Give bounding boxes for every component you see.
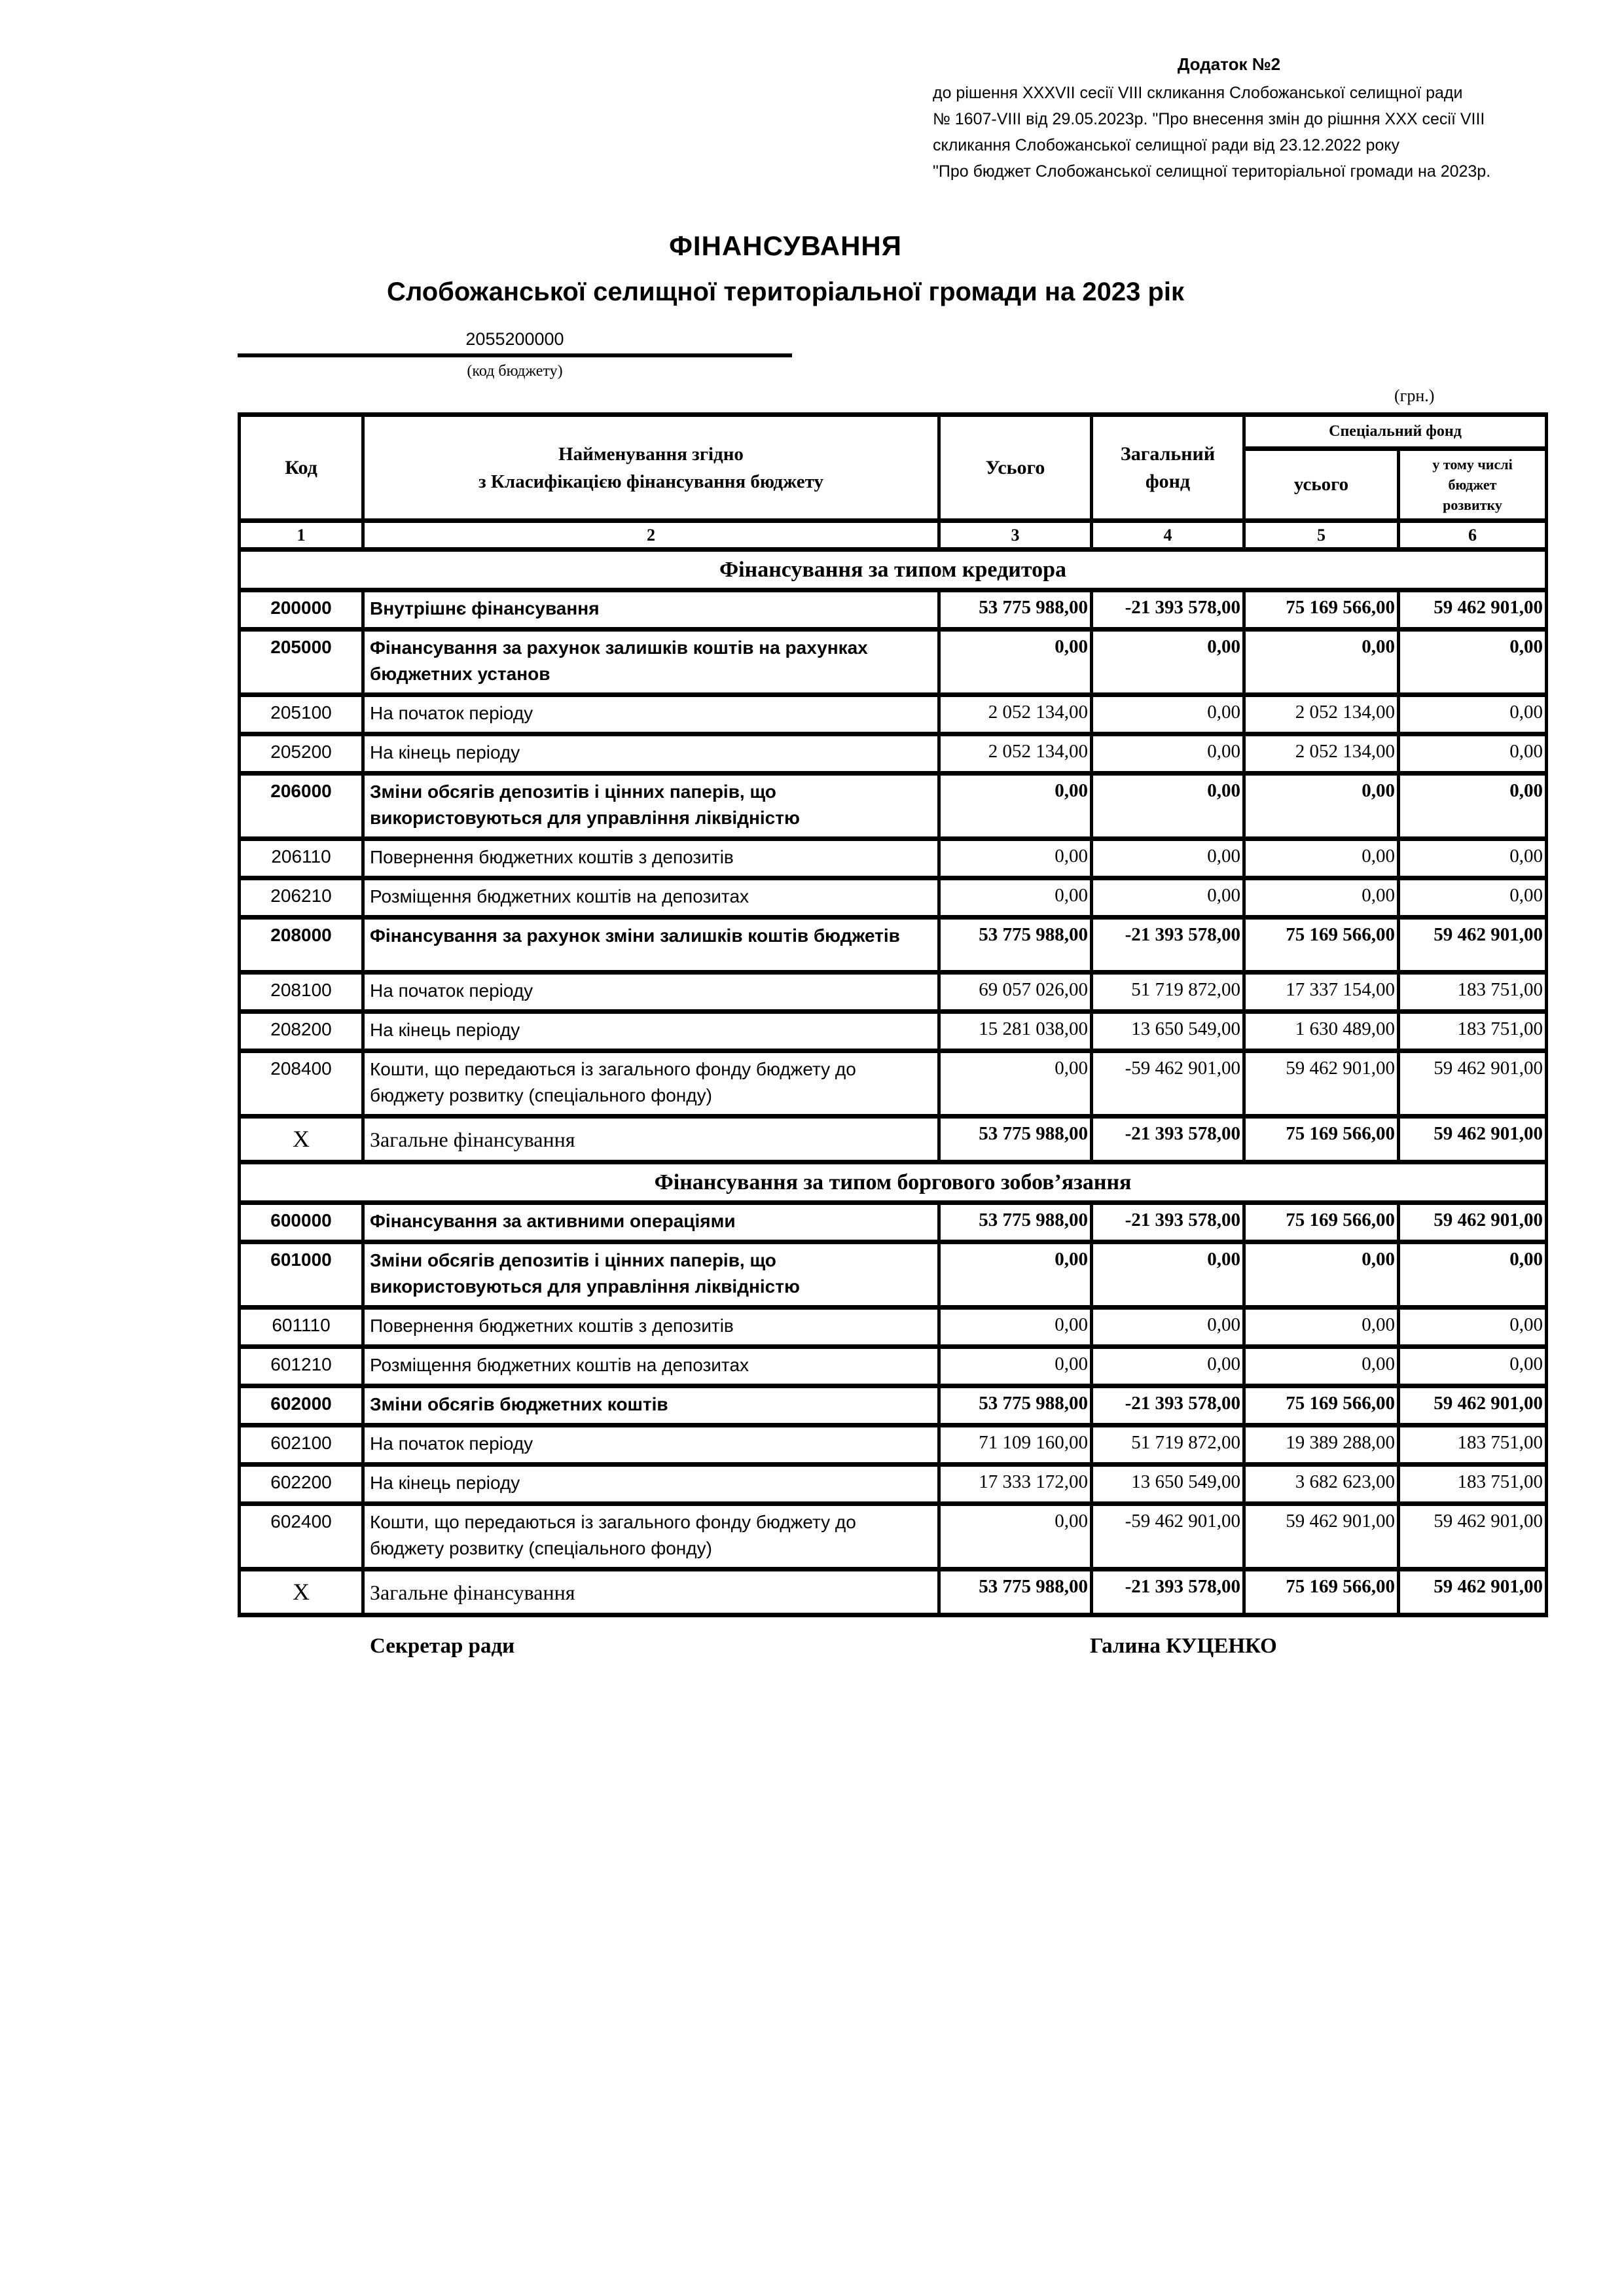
value-total: 53 775 988,00 — [939, 1117, 1092, 1162]
value-general-fund: -21 393 578,00 — [1092, 1570, 1244, 1615]
budget-code-caption: (код бюджету) — [467, 363, 563, 380]
row-code: 602100 — [240, 1426, 363, 1465]
financing-table-header — [240, 415, 1547, 550]
value-total: 0,00 — [939, 878, 1092, 918]
row-code: Х — [240, 1117, 363, 1162]
appendix-line-1: до рішення XXXVII сесії VIII скликання Слобожанської селищної ради — [933, 84, 1463, 102]
col-number-3: 3 — [939, 521, 1092, 550]
value-total: 53 775 988,00 — [939, 1386, 1092, 1426]
row-code: Х — [240, 1570, 363, 1615]
row-name: Кошти, що передаються із загального фонду бюджету до бюджету розвитку (спеціального фонду) — [363, 1504, 939, 1570]
row-code: 208000 — [240, 918, 363, 973]
value-general-fund: -21 393 578,00 — [1092, 918, 1244, 973]
document-subtitle: Слобожанської селищної територіальної громади на 2023 рік — [386, 278, 1185, 306]
row-name: Загальне фінансування — [363, 1570, 939, 1615]
row-name: Розміщення бюджетних коштів на депозитах — [363, 878, 939, 918]
value-dev-budget: 59 462 901,00 — [1399, 1117, 1547, 1162]
value-total: 17 333 172,00 — [939, 1465, 1092, 1504]
value-general-fund: -21 393 578,00 — [1092, 1117, 1244, 1162]
row-name: Зміни обсягів депозитів і цінних паперів, що використовуються для управління ліквідністю — [363, 774, 939, 839]
finance-row-602100 — [240, 1426, 1547, 1465]
finance-row-602000 — [240, 1386, 1547, 1426]
appendix-title: Додаток №2 — [1177, 54, 1281, 74]
value-general-fund: -21 393 578,00 — [1092, 590, 1244, 630]
value-special-total: 19 389 288,00 — [1244, 1426, 1399, 1465]
col-header-code: Код — [240, 415, 363, 521]
value-dev-budget: 0,00 — [1399, 1347, 1547, 1386]
value-general-fund: -59 462 901,00 — [1092, 1051, 1244, 1117]
col-header-dev-line2: бюджет — [1448, 476, 1497, 493]
appendix-note — [933, 51, 1525, 185]
row-code: 208400 — [240, 1051, 363, 1117]
value-total: 0,00 — [939, 1051, 1092, 1117]
row-name: Повернення бюджетних коштів з депозитів — [363, 839, 939, 878]
value-special-total: 1 630 489,00 — [1244, 1012, 1399, 1051]
finance-row-206000 — [240, 774, 1547, 839]
col-header-general-fund — [1092, 415, 1244, 521]
value-general-fund: 0,00 — [1092, 1242, 1244, 1308]
col-number-5: 5 — [1244, 521, 1399, 550]
row-code: 601000 — [240, 1242, 363, 1308]
col-header-general-line1: Загальний — [1120, 442, 1216, 465]
finance-row-208100 — [240, 973, 1547, 1012]
value-dev-budget: 183 751,00 — [1399, 973, 1547, 1012]
value-special-total: 75 169 566,00 — [1244, 590, 1399, 630]
finance-row-601110 — [240, 1308, 1547, 1347]
finance-row-205000 — [240, 630, 1547, 695]
row-name: Зміни обсягів бюджетних коштів — [363, 1386, 939, 1426]
value-dev-budget: 0,00 — [1399, 878, 1547, 918]
row-name: Фінансування за рахунок зміни залишків коштів бюджетів — [363, 918, 939, 973]
finance-row-205100 — [240, 695, 1547, 734]
row-name: Кошти, що передаються із загального фонду бюджету до бюджету розвитку (спеціального фонду) — [363, 1051, 939, 1117]
row-name: Зміни обсягів депозитів і цінних паперів, що використовуються для управління ліквідністю — [363, 1242, 939, 1308]
value-special-total: 75 169 566,00 — [1244, 918, 1399, 973]
value-general-fund: 0,00 — [1092, 878, 1244, 918]
col-number-1: 1 — [240, 521, 363, 550]
value-special-total: 75 169 566,00 — [1244, 1117, 1399, 1162]
value-dev-budget: 0,00 — [1399, 630, 1547, 695]
value-dev-budget: 59 462 901,00 — [1399, 1051, 1547, 1117]
col-number-2: 2 — [363, 521, 939, 550]
value-total: 0,00 — [939, 774, 1092, 839]
row-code: 205200 — [240, 734, 363, 774]
finance-row-602400 — [240, 1504, 1547, 1570]
title-block — [157, 230, 1414, 307]
value-total: 53 775 988,00 — [939, 590, 1092, 630]
col-header-general-line2: фонд — [1145, 470, 1191, 492]
row-code: 205100 — [240, 695, 363, 734]
value-special-total: 2 052 134,00 — [1244, 734, 1399, 774]
row-name: Загальне фінансування — [363, 1117, 939, 1162]
signature-title: Секретар ради — [370, 1634, 515, 1658]
budget-code-value: 2055200000 — [465, 329, 564, 349]
row-name: На кінець періоду — [363, 1012, 939, 1051]
value-total: 0,00 — [939, 1347, 1092, 1386]
section-header-label: Фінансування за типом боргового зобов’язання — [240, 1162, 1547, 1203]
budget-code-block — [238, 329, 792, 380]
value-total: 53 775 988,00 — [939, 1203, 1092, 1242]
value-total: 0,00 — [939, 1504, 1092, 1570]
currency-unit-note: (грн.) — [1394, 386, 1435, 405]
finance-row-200000 — [240, 590, 1547, 630]
finance-row-600000 — [240, 1203, 1547, 1242]
row-name: На початок періоду — [363, 695, 939, 734]
finance-row-Х — [240, 1570, 1547, 1615]
appendix-line-2: № 1607-VIII від 29.05.2023р. "Про внесення змін до рішння XXX сесії VIII — [933, 110, 1485, 128]
value-total: 53 775 988,00 — [939, 1570, 1092, 1615]
value-special-total: 0,00 — [1244, 878, 1399, 918]
value-special-total: 75 169 566,00 — [1244, 1203, 1399, 1242]
row-code: 206210 — [240, 878, 363, 918]
value-general-fund: 13 650 549,00 — [1092, 1465, 1244, 1504]
value-special-total: 59 462 901,00 — [1244, 1504, 1399, 1570]
value-dev-budget: 59 462 901,00 — [1399, 918, 1547, 973]
col-header-name-line2: з Класифікацією фінансування бюджету — [478, 471, 823, 492]
col-number-6: 6 — [1399, 521, 1547, 550]
row-code: 602200 — [240, 1465, 363, 1504]
value-dev-budget: 183 751,00 — [1399, 1426, 1547, 1465]
value-special-total: 0,00 — [1244, 1242, 1399, 1308]
row-code: 200000 — [240, 590, 363, 630]
financing-table — [238, 412, 1548, 1617]
row-code: 601210 — [240, 1347, 363, 1386]
finance-row-206210 — [240, 878, 1547, 918]
row-code: 602000 — [240, 1386, 363, 1426]
value-total: 0,00 — [939, 1242, 1092, 1308]
col-header-special-fund: Спеціальний фонд — [1244, 415, 1547, 449]
section-header-row — [240, 1162, 1547, 1203]
value-total: 2 052 134,00 — [939, 695, 1092, 734]
finance-row-602200 — [240, 1465, 1547, 1504]
row-name: Повернення бюджетних коштів з депозитів — [363, 1308, 939, 1347]
value-dev-budget: 0,00 — [1399, 1242, 1547, 1308]
value-total: 0,00 — [939, 630, 1092, 695]
value-total: 15 281 038,00 — [939, 1012, 1092, 1051]
value-total: 53 775 988,00 — [939, 918, 1092, 973]
row-code: 206000 — [240, 774, 363, 839]
finance-row-601000 — [240, 1242, 1547, 1308]
value-general-fund: 51 719 872,00 — [1092, 1426, 1244, 1465]
value-dev-budget: 0,00 — [1399, 695, 1547, 734]
col-number-4: 4 — [1092, 521, 1244, 550]
row-code: 208200 — [240, 1012, 363, 1051]
row-code: 206110 — [240, 839, 363, 878]
value-special-total: 75 169 566,00 — [1244, 1570, 1399, 1615]
row-name: На початок періоду — [363, 973, 939, 1012]
finance-row-206110 — [240, 839, 1547, 878]
finance-row-208200 — [240, 1012, 1547, 1051]
row-name: На кінець періоду — [363, 1465, 939, 1504]
value-dev-budget: 183 751,00 — [1399, 1465, 1547, 1504]
value-special-total: 0,00 — [1244, 1347, 1399, 1386]
value-total: 71 109 160,00 — [939, 1426, 1092, 1465]
value-special-total: 3 682 623,00 — [1244, 1465, 1399, 1504]
value-dev-budget: 0,00 — [1399, 734, 1547, 774]
value-dev-budget: 59 462 901,00 — [1399, 1504, 1547, 1570]
finance-row-208000 — [240, 918, 1547, 973]
col-header-dev-line1: у тому числі — [1432, 456, 1513, 473]
value-special-total: 2 052 134,00 — [1244, 695, 1399, 734]
value-special-total: 75 169 566,00 — [1244, 1386, 1399, 1426]
value-special-total: 59 462 901,00 — [1244, 1051, 1399, 1117]
value-general-fund: -59 462 901,00 — [1092, 1504, 1244, 1570]
header-row-numbers — [240, 521, 1547, 550]
row-code: 601110 — [240, 1308, 363, 1347]
row-name: На початок періоду — [363, 1426, 939, 1465]
value-special-total: 0,00 — [1244, 839, 1399, 878]
row-code: 208100 — [240, 973, 363, 1012]
value-general-fund: -21 393 578,00 — [1092, 1203, 1244, 1242]
value-dev-budget: 183 751,00 — [1399, 1012, 1547, 1051]
row-name: Фінансування за активними операціями — [363, 1203, 939, 1242]
value-dev-budget: 59 462 901,00 — [1399, 1386, 1547, 1426]
row-code: 602400 — [240, 1504, 363, 1570]
appendix-line-4: "Про бюджет Слобожанської селищної територіальної громади на 2023р. — [933, 162, 1491, 181]
value-total: 0,00 — [939, 839, 1092, 878]
row-name: Внутрішнє фінансування — [363, 590, 939, 630]
value-general-fund: 0,00 — [1092, 774, 1244, 839]
col-header-total: Усього — [939, 415, 1092, 521]
col-header-name — [363, 415, 939, 521]
budget-code-underline — [238, 353, 792, 357]
row-code: 600000 — [240, 1203, 363, 1242]
value-special-total: 0,00 — [1244, 774, 1399, 839]
value-total: 2 052 134,00 — [939, 734, 1092, 774]
value-general-fund: 0,00 — [1092, 695, 1244, 734]
col-header-name-line1: Найменування згідно — [558, 443, 744, 465]
value-dev-budget: 0,00 — [1399, 839, 1547, 878]
row-name: Фінансування за рахунок залишків коштів на рахунках бюджетних установ — [363, 630, 939, 695]
financing-table-body — [240, 550, 1547, 1615]
value-total: 0,00 — [939, 1308, 1092, 1347]
value-general-fund: 0,00 — [1092, 839, 1244, 878]
finance-row-Х — [240, 1117, 1547, 1162]
finance-row-601210 — [240, 1347, 1547, 1386]
row-code: 205000 — [240, 630, 363, 695]
value-general-fund: 0,00 — [1092, 1308, 1244, 1347]
value-general-fund: 51 719 872,00 — [1092, 973, 1244, 1012]
value-dev-budget: 59 462 901,00 — [1399, 1570, 1547, 1615]
value-special-total: 17 337 154,00 — [1244, 973, 1399, 1012]
value-dev-budget: 0,00 — [1399, 1308, 1547, 1347]
value-special-total: 0,00 — [1244, 630, 1399, 695]
section-header-label: Фінансування за типом кредитора — [240, 550, 1547, 590]
finance-row-205200 — [240, 734, 1547, 774]
col-header-special-total: усього — [1244, 449, 1399, 521]
signature-name: Галина КУЦЕНКО — [1090, 1634, 1277, 1658]
value-general-fund: 0,00 — [1092, 734, 1244, 774]
finance-row-208400 — [240, 1051, 1547, 1117]
value-dev-budget: 59 462 901,00 — [1399, 590, 1547, 630]
value-general-fund: 0,00 — [1092, 630, 1244, 695]
value-dev-budget: 0,00 — [1399, 774, 1547, 839]
value-general-fund: 0,00 — [1092, 1347, 1244, 1386]
value-general-fund: 13 650 549,00 — [1092, 1012, 1244, 1051]
col-header-dev-line3: розвитку — [1443, 497, 1502, 513]
document-title: ФІНАНСУВАННЯ — [669, 230, 902, 261]
section-header-row — [240, 550, 1547, 590]
value-dev-budget: 59 462 901,00 — [1399, 1203, 1547, 1242]
appendix-line-3: скликання Слобожанської селищної ради від 23.12.2022 року — [933, 136, 1400, 154]
value-general-fund: -21 393 578,00 — [1092, 1386, 1244, 1426]
row-name: На кінець періоду — [363, 734, 939, 774]
value-special-total: 0,00 — [1244, 1308, 1399, 1347]
value-total: 69 057 026,00 — [939, 973, 1092, 1012]
header-row-main — [240, 415, 1547, 449]
row-name: Розміщення бюджетних коштів на депозитах — [363, 1347, 939, 1386]
col-header-dev-budget — [1399, 449, 1547, 521]
